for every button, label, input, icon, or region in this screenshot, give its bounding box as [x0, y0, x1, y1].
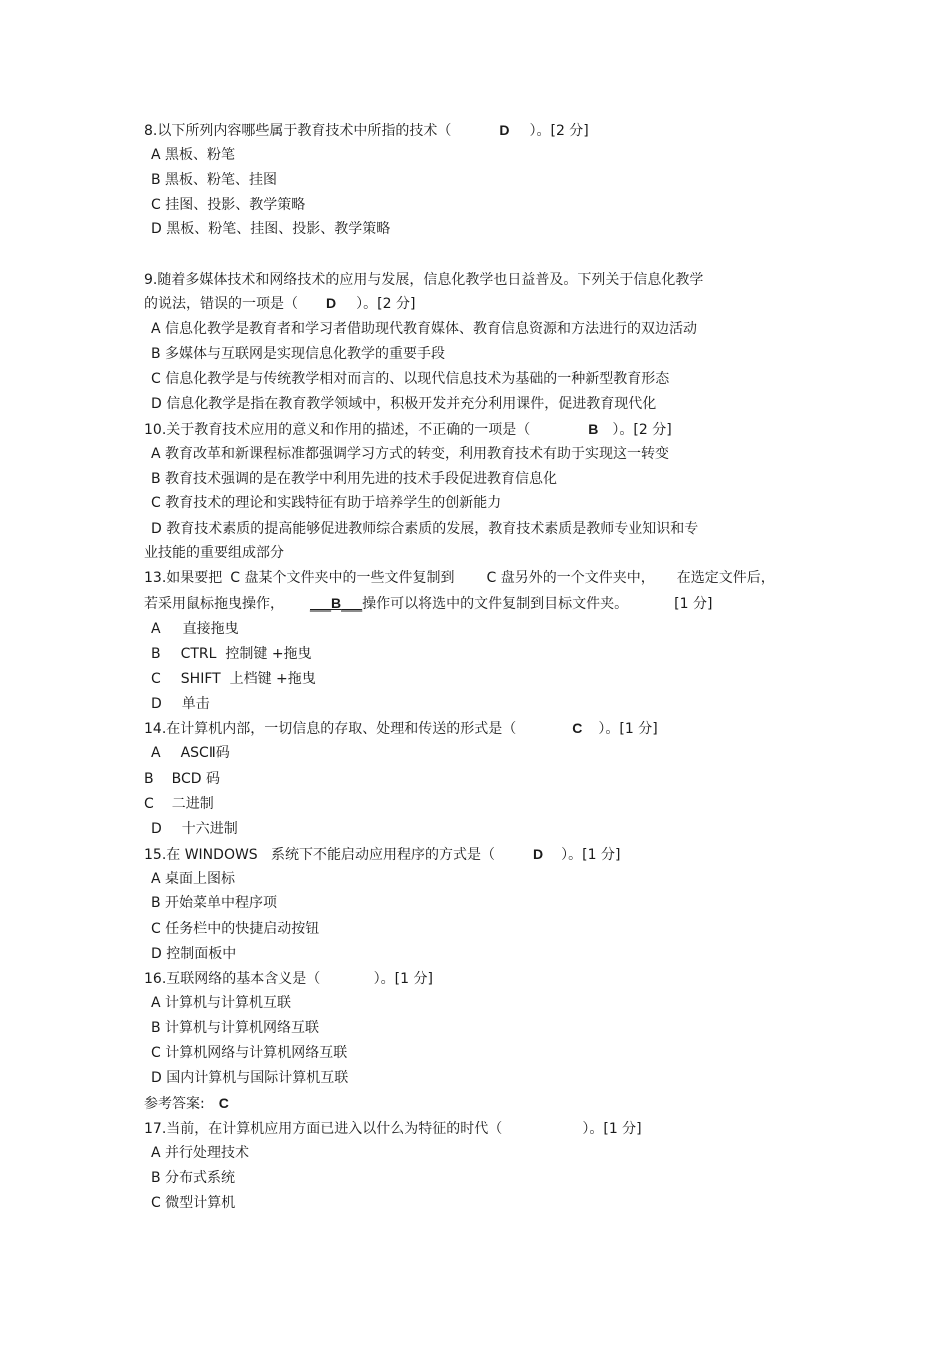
stem-text: ）。[1 分] — [598, 721, 658, 737]
stem-text: 的说法，错误的一项是（ — [144, 296, 298, 312]
answer-text: B — [331, 595, 342, 611]
question-14-stem — [144, 719, 658, 738]
option-letter: D — [151, 821, 162, 837]
option-a: A 计算机与计算机互联 — [151, 995, 292, 1011]
option-d-continued: 业技能的重要组成部分 — [144, 545, 284, 561]
option-d: D 教育技术素质的提高能够促进教师综合素质的发展，教育技术素质是教师专业知识和专 — [151, 521, 699, 537]
option-text: BCD 码 — [171, 771, 220, 787]
option-c: C 任务栏中的快捷启动按钮 — [151, 921, 320, 937]
option-d — [151, 695, 210, 713]
option-d — [151, 820, 238, 838]
stem-text: 13.如果要把 — [144, 570, 223, 586]
option-letter: A — [151, 621, 161, 637]
stem-text: 14.在计算机内部，一切信息的存取、处理和传送的形式是（ — [144, 721, 517, 737]
option-letter: A — [151, 745, 161, 761]
stem-text: ）。[2 分] — [612, 422, 672, 438]
option-letter: B — [151, 646, 161, 662]
option-d: D 控制面板中 — [151, 946, 237, 962]
reference-answer — [144, 1094, 229, 1113]
stem-text: ）。[2 分] — [356, 296, 416, 312]
option-letter: D — [151, 696, 162, 712]
stem-text: C 盘另外的一个文件夹中， — [486, 570, 655, 586]
option-c: C 微型计算机 — [151, 1195, 236, 1211]
blank-line: ___ — [341, 596, 363, 612]
stem-text: 15.在 WINDOWS 系统下不能启动应用程序的方式是（ — [144, 847, 496, 863]
option-text: 十六进制 — [181, 821, 238, 837]
stem-text: ）。[1 分] — [561, 847, 621, 863]
answer-text: C — [572, 720, 583, 736]
answer-text: C — [218, 1095, 229, 1111]
stem-text: ）。[2 分] — [529, 123, 589, 139]
option-a — [151, 620, 239, 638]
option-d: D 国内计算机与国际计算机互联 — [151, 1070, 349, 1086]
stem-text: 8.以下所列内容哪些属于教育技术中所指的技术（ — [144, 123, 452, 139]
stem-text: 在选定文件后， — [676, 570, 775, 586]
option-a — [151, 744, 230, 762]
option-c: C 挂图、投影、教学策略 — [151, 197, 306, 213]
question-15-stem — [144, 845, 620, 864]
question-10-stem — [144, 420, 672, 439]
option-letter: B — [144, 771, 154, 787]
question-9-stem-line1: 9.随着多媒体技术和网络技术的应用与发展，信息化教学也日益普及。下列关于信息化教学 — [144, 272, 704, 288]
option-letter: C — [151, 671, 161, 687]
option-text: ASCⅡ码 — [180, 745, 230, 761]
stem-text: C 盘某个文件夹中的一些文件复制到 — [230, 570, 455, 586]
option-a: A 并行处理技术 — [151, 1145, 250, 1161]
blank-line: ___ — [310, 596, 331, 612]
option-text: 直接拖曳 — [182, 621, 239, 637]
option-c — [144, 795, 214, 813]
question-13-stem-line1 — [144, 569, 775, 587]
option-a: A 教育改革和新课程标准都强调学习方式的转变，利用教育技术有助于实现这一转变 — [151, 446, 670, 462]
question-16-stem: 16.互联网络的基本含义是（ ）。[1 分] — [144, 971, 433, 987]
option-c: C 教育技术的理论和实践特征有助于培养学生的创新能力 — [151, 495, 502, 511]
stem-text: 若采用鼠标拖曳操作， — [144, 596, 284, 612]
option-a: A 黑板、粉笔 — [151, 147, 236, 163]
question-13-stem-line2 — [144, 594, 712, 613]
answer-text: D — [326, 295, 337, 311]
option-b — [144, 770, 220, 788]
stem-text: 操作可以将选中的文件复制到目标文件夹。 — [362, 596, 629, 612]
reference-answer-label: 参考答案: — [144, 1096, 205, 1112]
answer-text: D — [499, 122, 510, 138]
option-a: A 桌面上图标 — [151, 871, 236, 887]
option-a: A 信息化教学是教育者和学习者借助现代教育媒体、教育信息资源和方法进行的双边活动 — [151, 321, 698, 337]
option-b: B 黑板、粉笔、挂图 — [151, 172, 278, 188]
option-b — [151, 645, 312, 663]
stem-text: 10.关于教育技术应用的意义和作用的描述，不正确的一项是（ — [144, 422, 531, 438]
option-text: 二进制 — [171, 796, 214, 812]
option-b: B 开始菜单中程序项 — [151, 895, 278, 911]
answer-text: B — [588, 421, 599, 437]
option-c — [151, 670, 316, 688]
score-text: [1 分] — [674, 596, 713, 612]
option-b: B 多媒体与互联网是实现信息化教学的重要手段 — [151, 346, 446, 362]
question-8-stem — [144, 121, 589, 140]
option-c: C 信息化教学是与传统教学相对而言的、以现代信息技术为基础的一种新型教育形态 — [151, 371, 670, 387]
option-c: C 计算机网络与计算机网络互联 — [151, 1045, 348, 1061]
option-letter: C — [144, 796, 154, 812]
option-d: D 黑板、粉笔、挂图、投影、教学策略 — [151, 221, 391, 237]
option-text: CTRL 控制键 +拖曳 — [180, 646, 312, 662]
option-text: 单击 — [181, 696, 210, 712]
option-b: B 计算机与计算机网络互联 — [151, 1020, 320, 1036]
option-b: B 教育技术强调的是在教学中利用先进的技术手段促进教育信息化 — [151, 471, 558, 487]
answer-text: D — [533, 846, 544, 862]
question-9-stem-line2 — [144, 294, 415, 313]
option-d: D 信息化教学是指在教育教学领域中，积极开发并充分利用课件，促进教育现代化 — [151, 396, 657, 412]
option-text: SHIFT 上档键 +拖曳 — [180, 671, 316, 687]
option-b: B 分布式系统 — [151, 1170, 236, 1186]
question-17-stem: 17.当前，在计算机应用方面已进入以什么为特征的时代（ ）。[1 分] — [144, 1121, 642, 1137]
